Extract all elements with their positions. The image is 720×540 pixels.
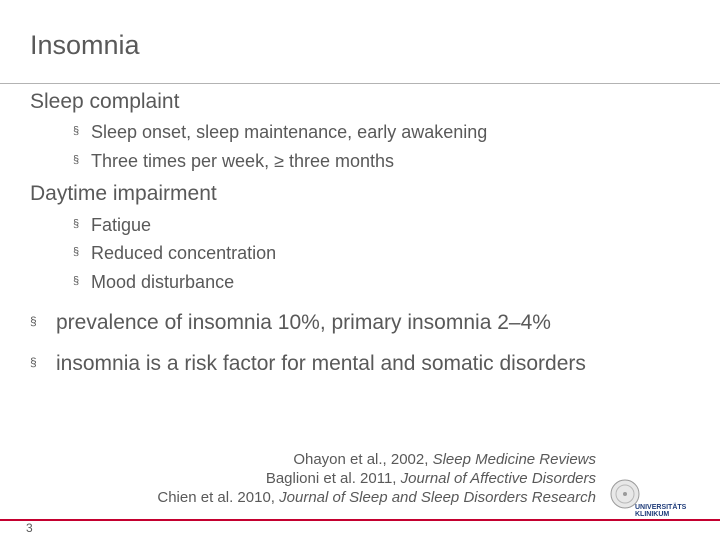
page-number: 3 bbox=[26, 521, 33, 535]
references bbox=[157, 450, 596, 507]
bullet-icon: § bbox=[30, 314, 37, 329]
bullet-icon: § bbox=[73, 154, 80, 167]
reference-line: Baglioni et al. 2011, Journal of Affective Disorders bbox=[265, 470, 596, 487]
footer-accent-bar bbox=[0, 519, 720, 521]
slide-title: Insomnia bbox=[30, 30, 140, 60]
list-item: § Fatigue bbox=[73, 215, 152, 235]
title-divider bbox=[0, 83, 720, 84]
list-item: § Mood disturbance bbox=[73, 272, 235, 292]
university-logo bbox=[605, 478, 705, 518]
bullet-icon: § bbox=[73, 125, 80, 138]
bullet-icon: § bbox=[73, 246, 80, 259]
bullet-risk-factor: § insomnia is a risk factor for mental and somatic disorders bbox=[30, 352, 586, 375]
reference-line: Chien et al. 2010, Journal of Sleep and Sleep Disorders Research bbox=[157, 489, 596, 506]
logo-text: KLINIKUM bbox=[635, 511, 670, 518]
list-item: § Sleep onset, sleep maintenance, early awakening bbox=[73, 122, 488, 142]
bullet-prevalence: § prevalence of insomnia 10%, primary insomnia 2–4% bbox=[30, 311, 551, 334]
section-heading-daytime-impairment: Daytime impairment bbox=[30, 182, 217, 205]
list-item: § Reduced concentration bbox=[73, 243, 277, 263]
section-heading-sleep-complaint: Sleep complaint bbox=[30, 90, 180, 113]
reference-line: Ohayon et al., 2002, Sleep Medicine Reviews bbox=[293, 451, 596, 468]
logo-text: UNIVERSITÄTS bbox=[635, 504, 687, 511]
university-seal-icon bbox=[605, 478, 705, 518]
list-item: § Three times per week, ≥ three months bbox=[73, 151, 395, 171]
bullet-icon: § bbox=[73, 275, 80, 288]
bullet-icon: § bbox=[73, 218, 80, 231]
bullet-icon: § bbox=[30, 355, 37, 370]
